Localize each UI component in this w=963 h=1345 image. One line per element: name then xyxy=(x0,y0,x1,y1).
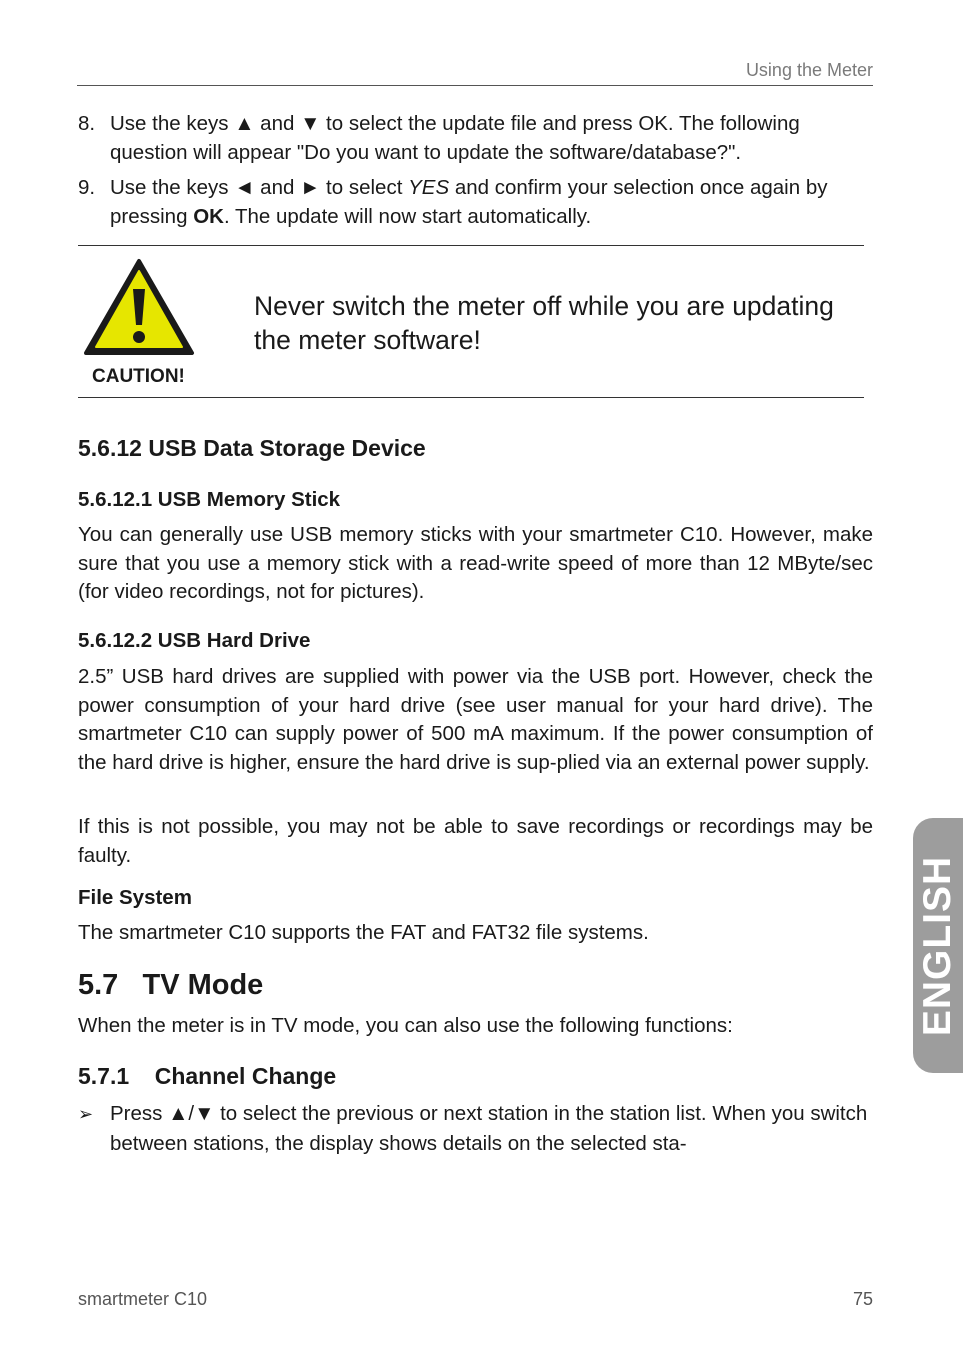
step-emphasis: YES xyxy=(408,176,450,199)
file-system-heading: File System xyxy=(78,886,192,909)
warning-bottom-rule xyxy=(78,397,864,398)
step-text: Use the keys ▲ and ▼ to select the update file and press OK. The following question will appear "Do you want to update the software/database?". xyxy=(110,112,800,164)
step-text xyxy=(110,174,873,231)
section-heading-usb: 5.6.12 USB Data Storage Device xyxy=(78,435,426,461)
step-strong: OK xyxy=(193,204,224,228)
channel-change-bullet xyxy=(78,1099,873,1159)
bullet-text: Press ▲/▼ to select the previous or next station in the station list. When you switch between stations, the display shows details on the selected sta- xyxy=(110,1102,868,1155)
warning-text: Never switch the meter off while you are updating the meter software! xyxy=(254,291,834,355)
header-rule xyxy=(77,85,873,86)
step-text-part: Use the keys ◄ and ► to select xyxy=(110,176,409,199)
step-9 xyxy=(78,174,873,231)
section-heading-channel-change: 5.7.1 Channel Change xyxy=(78,1063,337,1089)
running-header: Using the Meter xyxy=(745,60,873,80)
step-text-part: and confirm your selection once again by pressing xyxy=(110,176,828,228)
hard-drive-paragraph-2: If this is not possible, you may not be able to save recordings or recordings may be faulty. xyxy=(78,815,873,867)
page-number: 75 xyxy=(852,1289,873,1309)
section-heading-tv-mode: 5.7 TV Mode xyxy=(78,969,264,1001)
warning-triangle-icon xyxy=(82,257,196,357)
step-number: 9. xyxy=(78,176,96,199)
arrow-bullet-icon: ➢ xyxy=(78,1104,94,1124)
subsection-heading-memory-stick: 5.6.12.1 USB Memory Stick xyxy=(78,488,341,511)
caution-label: CAUTION! xyxy=(92,366,185,387)
footer-product: smartmeter C10 xyxy=(78,1289,208,1309)
language-label: ENGLISH xyxy=(916,855,959,1036)
step-text-part: . The update will now start automatically. xyxy=(223,204,592,228)
subsection-heading-hard-drive: 5.6.12.2 USB Hard Drive xyxy=(78,629,311,652)
warning-top-rule xyxy=(78,245,864,246)
hard-drive-paragraph: 2.5” USB hard drives are supplied with power via the USB port. However, check the power consumption of your hard drive (see user manual for your hard drive). The smartmeter C10 can supply power of 500 mA maximum. If the power consumption of the hard drive is higher, ensure the hard drive is sup-plied via an external power supply. xyxy=(78,665,873,774)
file-system-paragraph: The smartmeter C10 supports the FAT and FAT32 file systems. xyxy=(78,921,649,944)
memory-stick-paragraph: You can generally use USB memory sticks with your smartmeter C10. However, make sure that you use a memory stick with a read-write speed of more than 12 MByte/sec (for video recordings, not for pictures). xyxy=(78,523,873,603)
tv-mode-paragraph: When the meter is in TV mode, you can also use the following functions: xyxy=(78,1014,733,1037)
step-number: 8. xyxy=(78,112,96,135)
step-8 xyxy=(78,110,873,167)
language-side-tab xyxy=(913,818,963,1073)
